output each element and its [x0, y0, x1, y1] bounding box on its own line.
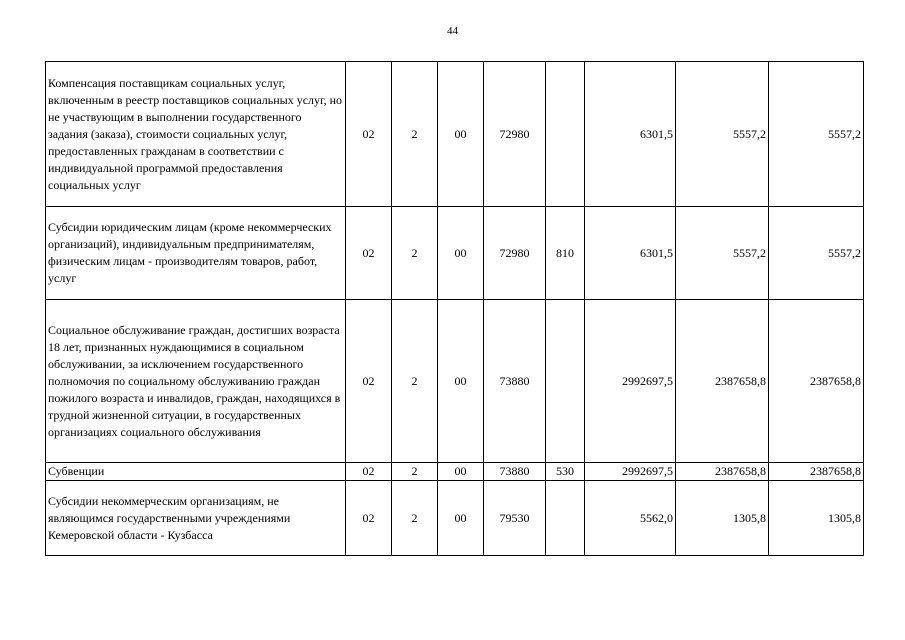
table-row: [46, 207, 864, 300]
section-code: 02: [346, 62, 392, 207]
amount-year-3: 5557,2: [769, 207, 864, 300]
table-row: [46, 481, 864, 556]
amount-year-1: 6301,5: [585, 62, 676, 207]
subsection-code: 2: [392, 207, 438, 300]
amount-year-2: 2387658,8: [676, 463, 769, 481]
program-code: 00: [438, 463, 484, 481]
program-code: 00: [438, 300, 484, 463]
row-description: Субвенции: [46, 463, 346, 481]
program-code: 00: [438, 481, 484, 556]
amount-year-1: 2992697,5: [585, 300, 676, 463]
amount-year-3: 5557,2: [769, 62, 864, 207]
amount-year-3: 2387658,8: [769, 300, 864, 463]
row-description: Компенсация поставщикам социальных услуг, включенным в реестр поставщиков социальных услуг, но не участвующим в выполнении государственного задания (заказа), стоимости социальных услуг, предоставленных гражданам в соответствии с индивидуальной программой предоставления социальных услуг: [46, 62, 346, 207]
program-code: 00: [438, 207, 484, 300]
page-number: 44: [447, 25, 458, 37]
amount-year-2: 5557,2: [676, 207, 769, 300]
table-row: [46, 463, 864, 481]
expense-type-code: 530: [546, 463, 585, 481]
target-article-code: 73880: [484, 300, 546, 463]
row-description: Субсидии некоммерческим организациям, не являющимся государственными учреждениями Кемеровской области - Кузбасса: [46, 481, 346, 556]
section-code: 02: [346, 463, 392, 481]
subsection-code: 2: [392, 62, 438, 207]
amount-year-1: 5562,0: [585, 481, 676, 556]
amount-year-3: 2387658,8: [769, 463, 864, 481]
row-description: Социальное обслуживание граждан, достигших возраста 18 лет, признанных нуждающимися в социальном обслуживании, за исключением государственного полномочия по социальному обслуживанию граждан пожилого возраста и инвалидов, граждан, находящихся в трудной жизненной ситуации, в государственных организациях социального обслуживания: [46, 300, 346, 463]
amount-year-1: 2992697,5: [585, 463, 676, 481]
section-code: 02: [346, 300, 392, 463]
subsection-code: 2: [392, 463, 438, 481]
budget-table: [45, 61, 864, 556]
amount-year-2: 1305,8: [676, 481, 769, 556]
target-article-code: 79530: [484, 481, 546, 556]
expense-type-code: [546, 62, 585, 207]
amount-year-2: 5557,2: [676, 62, 769, 207]
expense-type-code: 810: [546, 207, 585, 300]
section-code: 02: [346, 481, 392, 556]
table-row: [46, 62, 864, 207]
expense-type-code: [546, 300, 585, 463]
row-description: Субсидии юридическим лицам (кроме некоммерческих организаций), индивидуальным предпринимателям, физическим лицам - производителям товаров, работ, услуг: [46, 207, 346, 300]
expense-type-code: [546, 481, 585, 556]
target-article-code: 72980: [484, 62, 546, 207]
subsection-code: 2: [392, 300, 438, 463]
table-row: [46, 300, 864, 463]
subsection-code: 2: [392, 481, 438, 556]
program-code: 00: [438, 62, 484, 207]
amount-year-3: 1305,8: [769, 481, 864, 556]
target-article-code: 73880: [484, 463, 546, 481]
amount-year-1: 6301,5: [585, 207, 676, 300]
target-article-code: 72980: [484, 207, 546, 300]
amount-year-2: 2387658,8: [676, 300, 769, 463]
section-code: 02: [346, 207, 392, 300]
